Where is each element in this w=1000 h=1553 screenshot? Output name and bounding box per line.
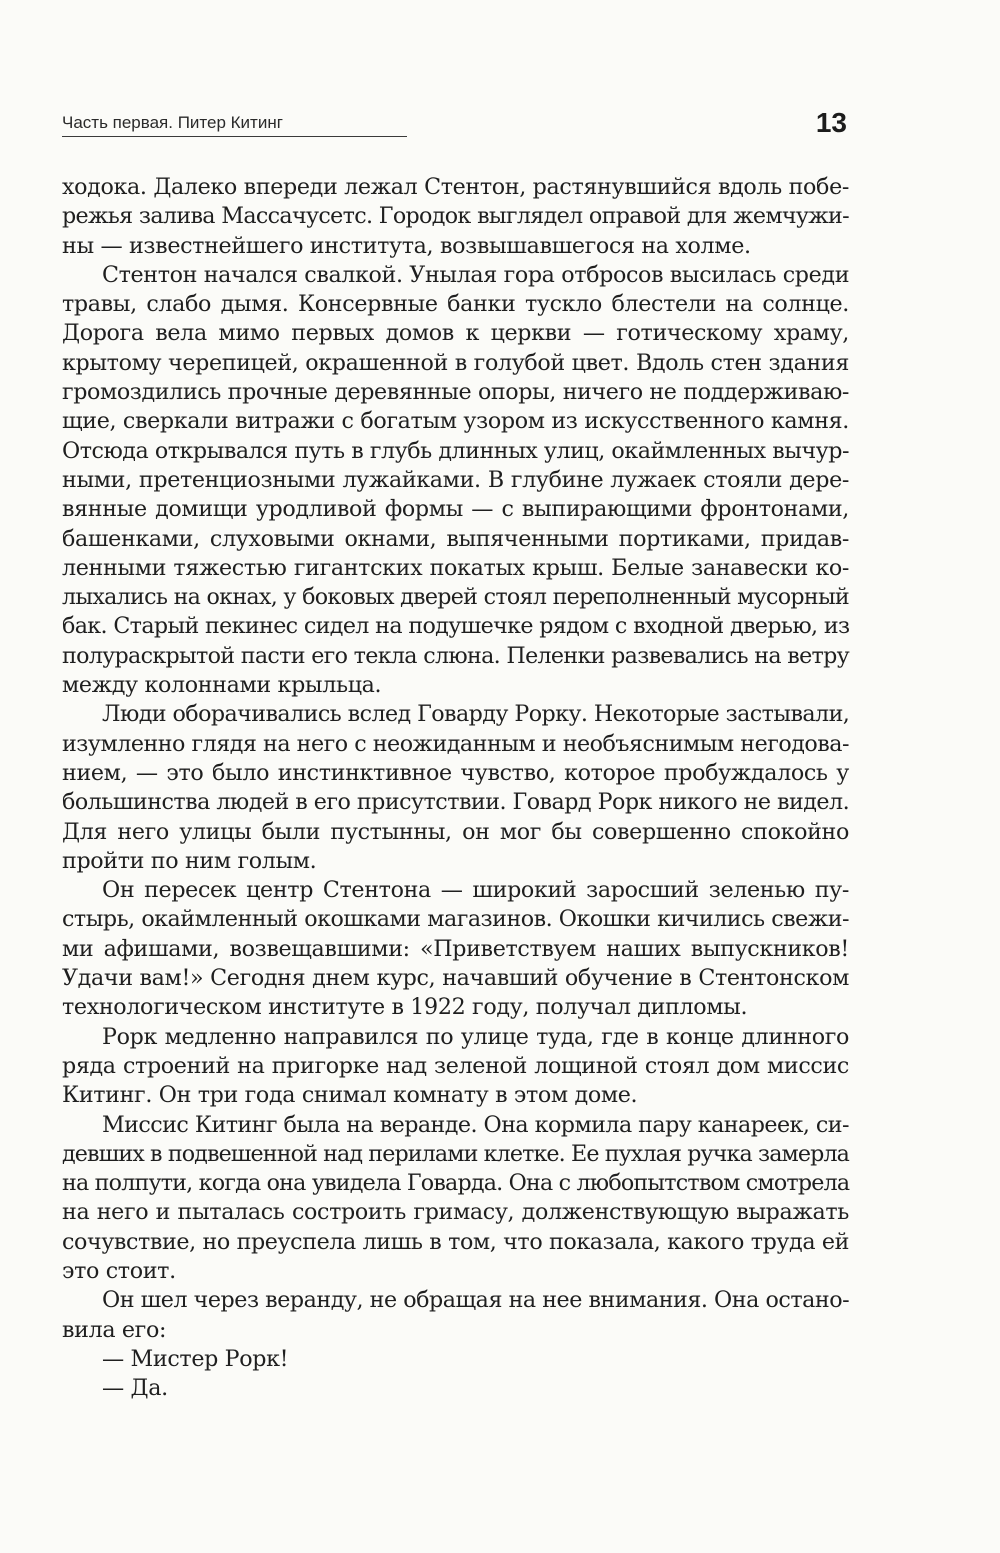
text-line: вила его:: [62, 1316, 167, 1343]
text-line: это стоит.: [62, 1257, 176, 1284]
text-line: — Да.: [102, 1375, 168, 1402]
text-line: Отсюда открывался путь в глубь длинных улиц, окаймленных вычур-: [62, 437, 849, 464]
text-line: вянные домищи уродливой формы — с выпирающими фронтонами,: [62, 496, 849, 523]
text-line: громоздились прочные деревянные опоры, ничего не поддерживаю-: [62, 379, 849, 406]
text-line: щие, сверкали витражи с богатым узором из искусственного камня.: [62, 408, 849, 435]
text-line: режья залива Массачусетс. Городок выглядел оправой для жемчужи-: [62, 203, 849, 230]
text-line: башенками, слуховыми окнами, выпяченными портиками, придав-: [62, 525, 849, 552]
text-line: Он пересек центр Стентона — широкий заросший зеленью пу-: [102, 877, 849, 904]
text-line: лыхались на окнах, у боковых дверей стоял переполненный мусорный: [62, 584, 849, 611]
text-line: Миссис Китинг была на веранде. Она кормила пару канареек, си-: [102, 1111, 849, 1138]
text-line: ходока. Далеко впереди лежал Стентон, растянувшийся вдоль побе-: [62, 174, 849, 200]
text-line: изумленно глядя на него с неожиданным и необъяснимым негодова-: [62, 730, 849, 757]
running-head: Часть первая. Питер Китинг: [62, 112, 407, 137]
text-line: ми афишами, возвещавшими: «Приветствуем наших выпускников!: [62, 935, 849, 962]
text-line: пройти по ним голым.: [62, 847, 317, 874]
text-line: полураскрытой пасти его текла слюна. Пеленки развевались на ветру: [62, 642, 849, 669]
text-line: — Мистер Рорк!: [102, 1345, 289, 1372]
text-line: Дорога вела мимо первых домов к церкви — готическому храму,: [62, 320, 849, 347]
text-line: Рорк медленно направился по улице туда, где в конце длинного: [102, 1023, 849, 1050]
text-line: Китинг. Он три года снимал комнату в этом доме.: [62, 1082, 638, 1109]
text-line: Удачи вам!» Сегодня днем курс, начавший обучение в Стентонском: [62, 965, 849, 992]
body-text: [62, 173, 849, 1403]
text-line: Люди оборачивались вслед Говарду Рорку. Некоторые застывали,: [102, 701, 850, 728]
text-line: нием, — это было инстинктивное чувство, которое пробуждалось у: [62, 759, 849, 786]
text-line: на полпути, когда она увидела Говарда. Она с любопытством смотрела: [62, 1170, 850, 1197]
text-line: стырь, окаймленный окошками магазинов. Окошки кичились свежи-: [62, 906, 849, 933]
text-line: ны — известнейшего института, возвышавшегося на холме.: [62, 232, 751, 259]
text-line: ными, претенциозными лужайками. В глубине лужаек стояли дере-: [62, 466, 849, 493]
text-line: технологическом институте в 1922 году, получал дипломы.: [62, 994, 748, 1021]
page-number: 13: [815, 107, 847, 138]
text-line: Он шел через веранду, не обращая на нее внимания. Она остано-: [102, 1287, 850, 1314]
text-line: травы, слабо дымя. Консервные банки тускло блестели на солнце.: [62, 291, 849, 318]
text-line: Стентон начался свалкой. Унылая гора отбросов высилась среди: [102, 261, 850, 288]
text-line: большинства людей в его присутствии. Говард Рорк никого не видел.: [62, 789, 850, 816]
text-line: между колоннами крыльца.: [62, 672, 382, 699]
text-line: крытому черепицей, окрашенной в голубой цвет. Вдоль стен здания: [62, 349, 849, 376]
text-line: сочувствие, но преуспела лишь в том, что показала, какого труда ей: [62, 1228, 849, 1255]
text-line: девших в подвешенной над перилами клетке. Ее пухлая ручка замерла: [62, 1140, 850, 1167]
text-line: ряда строений на пригорке над зеленой лощиной стоял дом миссис: [62, 1052, 849, 1079]
text-line: на него и пыталась состроить гримасу, долженствующую выражать: [62, 1199, 849, 1226]
text-line: ленными тяжестью гигантских покатых крыш. Белые занавески ко-: [62, 554, 849, 581]
text-line: Для него улицы были пустынны, он мог бы совершенно спокойно: [62, 818, 849, 845]
text-line: бак. Старый пекинес сидел на подушечке рядом с входной дверью, из: [62, 613, 850, 640]
